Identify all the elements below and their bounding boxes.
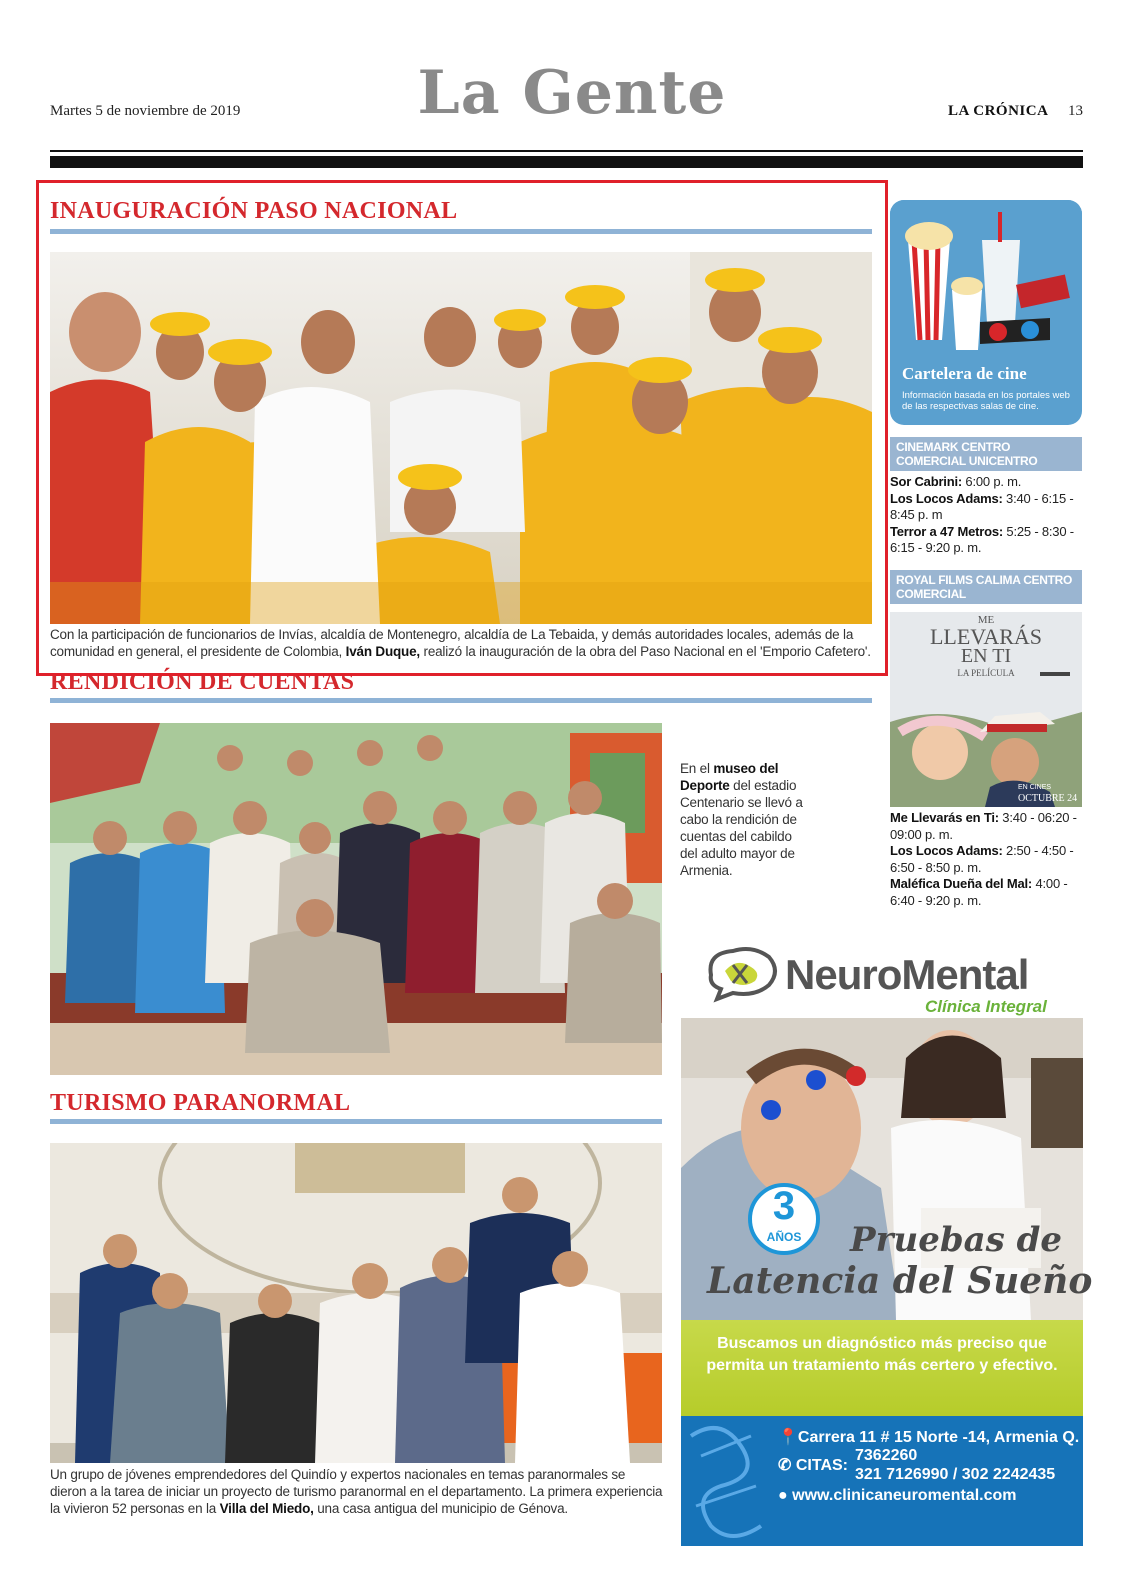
- poster-footer1: EN CINES: [1018, 784, 1052, 791]
- cinema-title: Cartelera de cine: [902, 364, 1027, 383]
- ad-brand: NeuroMental: [785, 951, 1029, 998]
- photo-rendicion: [50, 723, 662, 1075]
- showtimes-list: [890, 810, 1084, 909]
- title-rule: [50, 229, 872, 234]
- poster-line4: LA PELÍCULA: [957, 668, 1015, 678]
- photo-turismo: [50, 1143, 662, 1463]
- badge-number: 3: [772, 1184, 796, 1228]
- poster-line2: LLEVARÁS: [929, 624, 1043, 649]
- badge-word: AÑOS: [766, 1230, 802, 1244]
- movie-poster: [890, 612, 1082, 807]
- ad-phone-2: 321 7126990 / 302 2242435: [855, 1466, 1056, 1483]
- header-rule-thick: [50, 156, 1083, 168]
- ad-headline-1: Pruebas de: [850, 1220, 1063, 1260]
- poster-line3: EN TI: [960, 645, 1012, 667]
- popcorn-icon: [890, 200, 1082, 360]
- poster-footer2: OCTUBRE 24: [1018, 793, 1078, 804]
- caption-inauguracion: Con la participación de funcionarios de Invías, alcaldía de Montenegro, alcaldía de La Tebaida, y demás autoridades locales, además de la comunidad en general, el presidente de Colombia, Iván Duque, realizó la inauguración de la obra del Paso Nacional en el 'Emporio Cafetero'.: [50, 627, 871, 659]
- section-masthead: La Gente: [417, 58, 727, 128]
- showtime-item: Terror a 47 Metros: 5:25 - 8:30 - 6:15 - 9:20 p. m.: [890, 523, 1074, 555]
- three-years-badge: [742, 1180, 826, 1258]
- showtime-item: Sor Cabrini: 6:00 p. m.: [890, 474, 1022, 489]
- title-rule: [50, 1119, 662, 1124]
- article-title-rendicion: RENDICIÓN DE CUENTAS: [50, 669, 355, 695]
- brain-logo-icon: [703, 945, 781, 1008]
- phone-icon: ✆: [778, 1457, 792, 1474]
- article-title-inauguracion: INAUGURACIÓN PASO NACIONAL: [50, 198, 458, 224]
- page-number: 13: [1068, 103, 1083, 119]
- poster-line1: ME: [977, 614, 995, 626]
- photo-inauguracion: [50, 252, 872, 624]
- ad-headline-2: Latencia del Sueño: [707, 1260, 1093, 1302]
- showtime-item: Los Locos Adams: 2:50 - 4:50 - 6:50 - 8:50 p. m.: [890, 843, 1074, 875]
- showtime-item: Maléfica Dueña del Mal: 4:00 - 6:40 - 9:20 p. m.: [890, 876, 1068, 908]
- newspaper-name: LA CRÓNICA: [948, 103, 1049, 119]
- side-text-rendicion: En el museo del Deporte del estadio Centenario se llevó a cabo la rendición de cuentas del cabildo del adulto mayor de Armenia.: [680, 761, 803, 878]
- header-rule-thin: [50, 150, 1083, 152]
- title-rule: [50, 698, 872, 703]
- showtime-item: Me Llevarás en Ti: 3:40 - 06:20 - 09:00 p. m.: [890, 810, 1077, 842]
- issue-date: Martes 5 de noviembre de 2019: [50, 103, 241, 119]
- cinema-subtitle: Información basada en los portales web de las respectivas salas de cine.: [902, 390, 1070, 412]
- ad-citas-label: ✆ CITAS:: [778, 1457, 848, 1474]
- ad-address: 📍Carrera 11 # 15 Norte -14, Armenia Q.: [778, 1429, 1080, 1446]
- bullet-icon: ●: [778, 1487, 788, 1504]
- ad-phone-1: 7362260: [855, 1447, 918, 1464]
- location-pin-icon: 📍: [778, 1429, 798, 1446]
- ad-pitch: Buscamos un diagnóstico más preciso que permita un tratamiento más certero y efectivo.: [706, 1335, 1058, 1374]
- showtimes-list: [890, 474, 1084, 557]
- caption-turismo: Un grupo de jóvenes emprendedores del Quindío y expertos nacionales en temas paranormales se dieron a la tarea de iniciar un proyecto de turismo paranormal en el departamento. La primera experiencia la vivieron 52 personas en la Villa del Miedo, una casa antigua del municipio de Génova.: [50, 1467, 663, 1516]
- showtime-item: Los Locos Adams: 3:40 - 6:15 - 8:45 p. m: [890, 490, 1074, 522]
- ad-tagline: Clínica Integral: [925, 997, 1047, 1016]
- article-title-turismo: TURISMO PARANORMAL: [50, 1090, 351, 1116]
- ad-website[interactable]: ● www.clinicaneuromental.com: [778, 1487, 1017, 1504]
- decorative-swirl-icon: [681, 1416, 781, 1546]
- theater-name: ROYAL FILMS CALIMA CENTRO COMERCIAL: [890, 570, 1082, 604]
- theater-name: CINEMARK CENTRO COMERCIAL UNICENTRO: [890, 437, 1082, 471]
